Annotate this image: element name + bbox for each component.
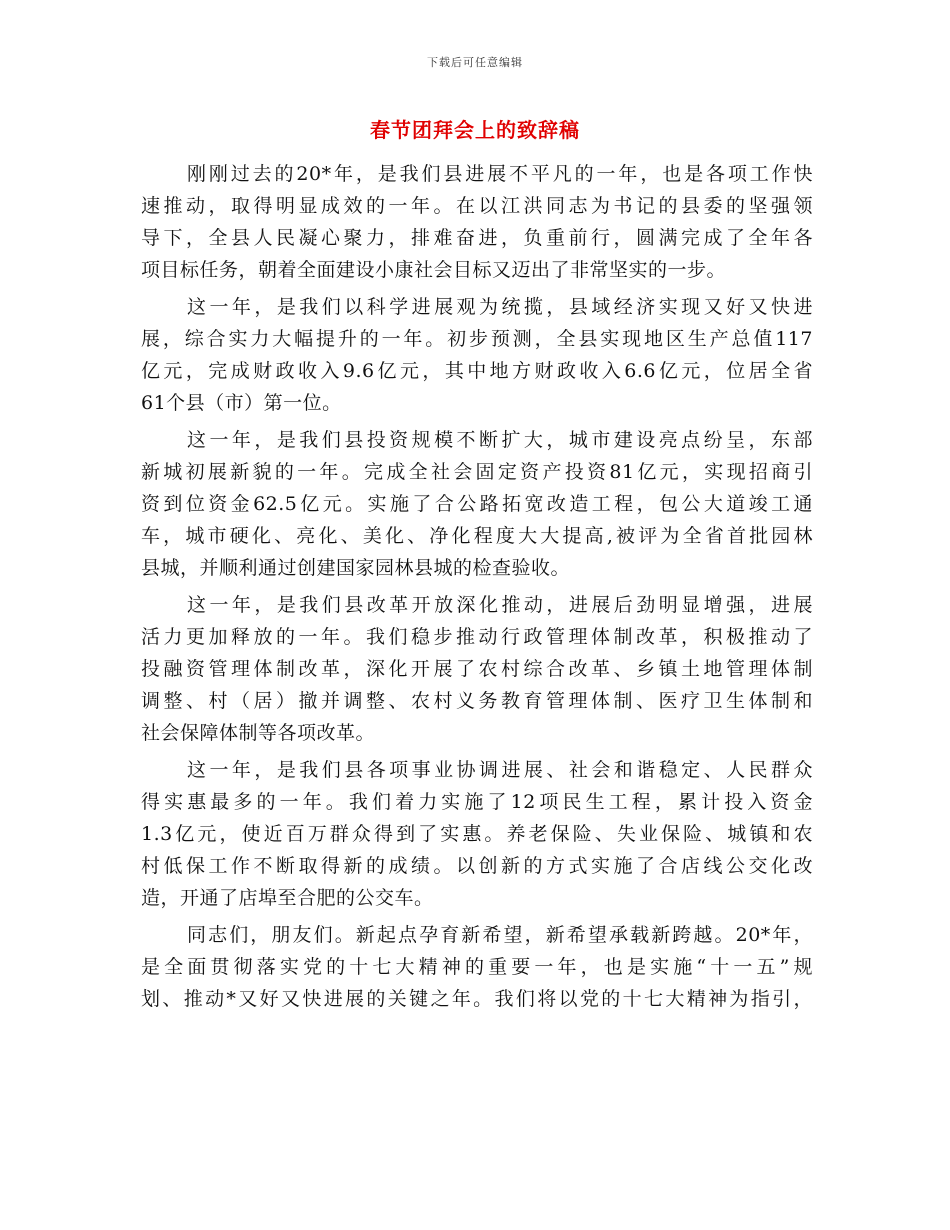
paragraph-line: 投融资管理体制改革，深化开展了农村综合改革、乡镇土地管理体制 [141,658,813,680]
paragraph-line: 亿元，完成财政收入9.6亿元，其中地方财政收入6.6亿元，位居全省 [141,360,813,382]
paragraph-line: 刚刚过去的20*年，是我们县进展不平凡的一年，也是各项工作快 [187,163,813,185]
document-title: 春节团拜会上的致辞稿 [370,118,580,142]
paragraph-line: 项目标任务，朝着全面建设小康社会目标又迈出了非常坚实的一步。 [141,259,727,281]
paragraph-line: 同志们，朋友们。新起点孕育新希望，新希望承载新跨越。20*年， [187,924,813,946]
paragraph [141,158,813,286]
paragraph-line: 活力更加释放的一年。我们稳步推动行政管理体制改革，积极推动了 [141,626,813,648]
paragraph [141,424,813,584]
paragraph-line: 调整、村（居）撤并调整、农村义务教育管理体制、医疗卫生体制和 [141,690,813,712]
paragraph-line: 速推动，取得明显成效的一年。在以江洪同志为书记的县委的坚强领 [141,195,813,217]
paragraph-line: 这一年，是我们县投资规模不断扩大，城市建设亮点纷呈，东部 [187,429,813,451]
paragraph-line: 得实惠最多的一年。我们着力实施了12项民生工程，累计投入资金 [141,791,813,813]
paragraph-line: 1.3亿元，使近百万群众得到了实惠。养老保险、失业保险、城镇和农 [141,823,813,845]
paragraph-line: 是全面贯彻落实党的十七大精神的重要一年，也是实施“十一五”规 [141,956,813,978]
paragraph-line: 展，综合实力大幅提升的一年。初步预测，全县实现地区生产总值117 [141,328,813,350]
paragraph-line: 这一年，是我们县改革开放深化推动，进展后劲明显增强，进展 [187,594,813,616]
paragraph-line: 61个县（市）第一位。 [141,392,342,414]
paragraph-line: 这一年，是我们县各项事业协调进展、社会和谐稳定、人民群众 [187,759,813,781]
paragraph-line: 导下，全县人民凝心聚力，排难奋进，负重前行，圆满完成了全年各 [141,227,813,249]
paragraph-line: 县城，并顺利通过创建国家园林县城的检查验收。 [141,557,571,579]
paragraph-line: 车，城市硬化、亮化、美化、净化程度大大提高,被评为全省首批园林 [141,525,813,547]
paragraph-line: 造，开通了店埠至合肥的公交车。 [141,887,434,909]
paragraph-line: 社会保障体制等各项改革。 [141,722,376,744]
paragraph [141,754,813,914]
paragraph [141,919,813,1015]
document-body [141,158,813,1015]
paragraph [141,291,813,419]
paragraph-line: 这一年，是我们以科学进展观为统揽，县域经济实现又好又快进 [187,296,813,318]
paragraph-line: 划、推动*又好又快进展的关键之年。我们将以党的十七大精神为指引， [141,988,813,1010]
paragraph-line: 村低保工作不断取得新的成绩。以创新的方式实施了合店线公交化改 [141,855,813,877]
paragraph-line: 新城初展新貌的一年。完成全社会固定资产投资81亿元，实现招商引 [141,461,813,483]
header-note: 下载后可任意编辑 [427,56,523,69]
paragraph [141,589,813,749]
paragraph-line: 资到位资金62.5亿元。实施了合公路拓宽改造工程，包公大道竣工通 [141,493,813,515]
